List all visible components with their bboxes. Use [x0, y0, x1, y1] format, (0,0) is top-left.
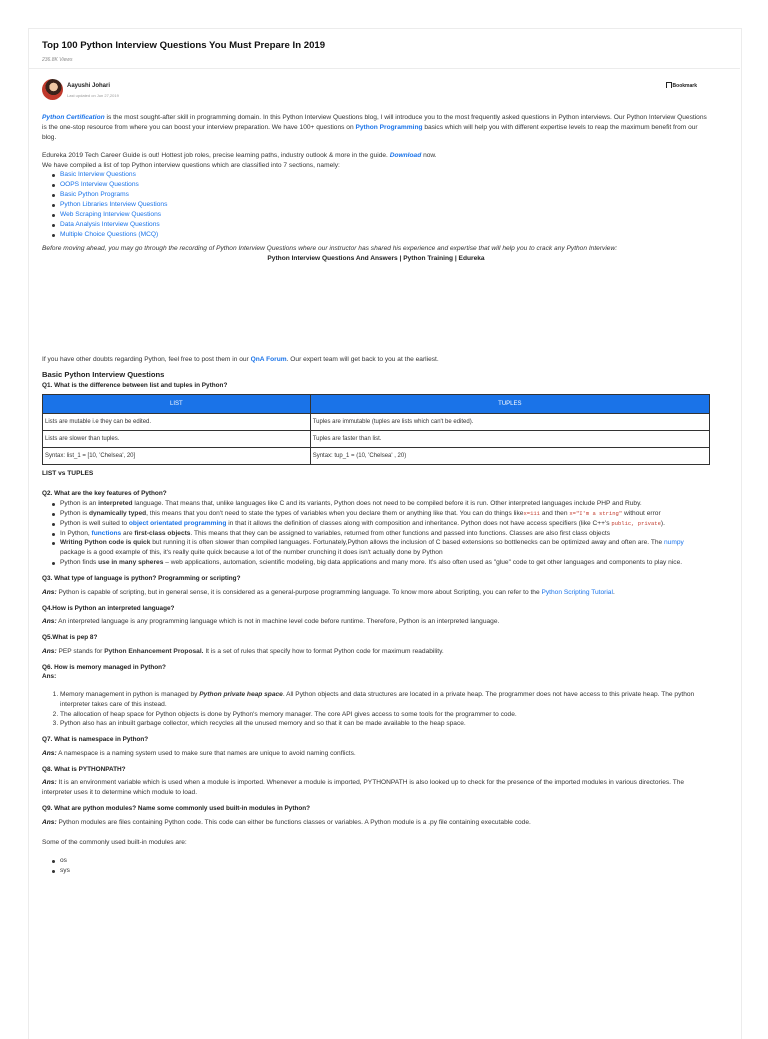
section-heading: Basic Python Interview Questions — [42, 370, 165, 380]
qna-paragraph — [42, 355, 710, 365]
last-updated: Last updated on Jun 27,2019 — [67, 93, 119, 98]
table-cell: Tuples are immutable (tuples are lists which can't be edited). — [310, 414, 709, 431]
question-1: Q1. What is the difference between list and tuples in Python? — [42, 381, 228, 389]
feature-item: In Python, functions are first-class objects. This means that they can be assigned to variables, returned from other functions and passed into functions. Classes are also first class objects — [52, 529, 710, 539]
answer-4: Ans: An interpreted language is any programming language which is not in machine level code before runtime. Therefore, Python is an interpreted language. — [42, 618, 500, 626]
feature-item: Python is dynamically typed, this means that you don't need to state the types of variables when you declare them or anything like that. You can do things likex=111 and then x="I'm a string" without error — [52, 509, 710, 519]
oop-link[interactable]: object orientated programming — [128, 519, 227, 527]
answer-5: Ans: PEP stands for Python Enhancement Proposal. It is a set of rules that specify how to format Python code for maximum readability. — [42, 647, 444, 655]
author-avatar[interactable] — [42, 79, 63, 100]
section-link[interactable] — [52, 200, 710, 210]
section-link[interactable] — [52, 180, 710, 190]
feature-item: Python is well suited to object orientated programming in that it allows the definition of classes along with composition and inheritance. Python does not have access specifiers (like C++'s public, private). — [52, 519, 710, 529]
author-name[interactable]: Aayushi Johari — [67, 83, 111, 89]
article-body — [42, 113, 710, 875]
features-list — [42, 499, 710, 568]
question-2: Q2. What are the key features of Python? — [42, 490, 167, 498]
memory-item: 2. The allocation of heap space for Python objects is done by Python's memory manager. The core API gives access to some tools for the programmer to code. — [60, 710, 710, 720]
table-cell: Tuples are faster than list. — [310, 431, 709, 448]
module-item: sys — [52, 866, 710, 876]
numpy-link[interactable]: numpy — [664, 539, 684, 547]
table-cell: Lists are slower than tuples. — [43, 431, 311, 448]
video-placeholder[interactable] — [42, 263, 710, 355]
section-link-text[interactable]: Multiple Choice Questions (MCQ) — [60, 230, 159, 238]
python-certification-link[interactable]: Python Certification — [42, 114, 105, 121]
memory-item: 1. Memory management in python is managed by Python private heap space. All Python objects and data structures are located in a private heap. The programmer does not have access to this private heap. The python interpreter takes care of this instead. — [60, 690, 710, 710]
view-count: 236.8K Views — [42, 57, 73, 63]
section-link-text[interactable]: OOPS Interview Questions — [60, 181, 139, 189]
section-link[interactable] — [52, 220, 710, 230]
answer-8: Ans: It is an environment variable which is used when a module is imported. Whenever a module is imported, PYTHONPATH is also looked up to check for the presence of the imported modules in various directories. The interpreter uses it to determine which module to load. — [42, 779, 685, 797]
answer-6-label: Ans: — [42, 673, 57, 681]
sections-list — [42, 170, 710, 239]
table-cell: Syntax: list_1 = [10, 'Chelsea', 20] — [43, 448, 311, 465]
section-link-text[interactable]: Python Libraries Interview Questions — [60, 201, 168, 209]
modules-list — [42, 856, 710, 876]
section-link[interactable] — [52, 170, 710, 180]
bookmark-icon — [666, 82, 672, 88]
intro-text-2: basics which will help you with different expertise levels to reap the maximum benefit from our blog. — [42, 123, 698, 141]
question-5: Q5.What is pep 8? — [42, 634, 98, 642]
question-3: Q3. What type of language is python? Programming or scripting? — [42, 575, 241, 583]
table-cell: Lists are mutable i.e they can be edited. — [43, 414, 311, 431]
career-guide-paragraph — [42, 151, 710, 161]
career-guide-text-end: now. — [421, 151, 437, 159]
sections-intro: We have compiled a list of top Python interview questions which are classified into 7 sections, namely: — [42, 161, 340, 169]
section-link-text[interactable]: Data Analysis Interview Questions — [60, 220, 160, 228]
question-9: Q9. What are python modules? Name some commonly used built-in modules in Python? — [42, 805, 311, 813]
module-item: os — [52, 856, 710, 866]
table-row — [43, 448, 710, 465]
section-link-text[interactable]: Web Scraping Interview Questions — [60, 211, 162, 219]
question-4: Q4.How is Python an interpreted language? — [42, 604, 175, 612]
table-cell: Syntax: tup_1 = (10, 'Chelsea' , 20) — [310, 448, 709, 465]
answer-7: Ans: A namespace is a naming system used to make sure that names are unique to avoid naming conflicts. — [42, 749, 356, 757]
intro-text: is the most sought-after skill in programming domain. In this Python Interview Questions blog, I will introduce you to the most frequently asked questions in Python interviews. Our Python Interview Questions is the one-stop resource from where you can boost your interview preparation. We have 100+ questions on — [42, 114, 707, 131]
feature-item: Python is an interpreted language. That means that, unlike languages like C and its variants, Python does not need to be compiled before it is run. Other interpreted languages include PHP and Ruby. — [52, 499, 710, 509]
career-guide-text: Edureka 2019 Tech Career Guide is out! Hottest job roles, precise learning paths, industry outlook & more in the guide. — [42, 151, 390, 159]
scripting-tutorial-link[interactable]: Python Scripting Tutorial — [541, 588, 613, 596]
table-caption: LIST vs TUPLES — [42, 470, 94, 478]
section-link-text[interactable]: Basic Python Programs — [60, 191, 129, 199]
answer-9: Ans: Python modules are files containing Python code. This code can either be functions classes or variables. A Python module is a .py file containing executable code. — [42, 818, 531, 826]
bookmark-label: Bookmark — [672, 83, 697, 89]
table-header: TUPLES — [310, 395, 709, 414]
table-header: LIST — [43, 395, 311, 414]
modules-intro: Some of the commonly used built-in modules are: — [42, 838, 187, 846]
answer-3: Ans: Python is capable of scripting, but in general sense, it is considered as a general-purpose programming language. To know more about Scripting, you can refer to the Python Scripting Tutorial. — [42, 588, 615, 596]
question-7: Q7. What is namespace in Python? — [42, 736, 149, 744]
video-title[interactable]: Python Interview Questions And Answers | Python Training | Edureka — [267, 254, 485, 262]
section-link-text[interactable]: Basic Interview Questions — [60, 171, 136, 179]
table-row — [43, 431, 710, 448]
table-header-row — [43, 395, 710, 414]
qna-text: If you have other doubts regarding Python, feel free to post them in our — [42, 356, 251, 364]
intro-paragraph — [42, 113, 710, 143]
functions-link[interactable]: functions — [91, 529, 122, 537]
python-programming-link[interactable]: Python Programming — [355, 123, 423, 131]
article-title: Top 100 Python Interview Questions You Must Prepare In 2019 — [42, 40, 326, 51]
section-link[interactable] — [52, 230, 710, 240]
question-6: Q6. How is memory managed in Python? — [42, 663, 166, 671]
video-intro: Before moving ahead, you may go through the recording of Python Interview Questions where our instructor has shared his experience and expertise that will help you to crack any Python Interview: — [42, 244, 618, 252]
download-link[interactable]: Download — [389, 151, 422, 159]
section-link[interactable] — [52, 190, 710, 200]
question-8: Q8. What is PYTHONPATH? — [42, 765, 126, 773]
feature-item: Python finds use in many spheres – web applications, automation, scientific modeling, big data applications and many more. It's also often used as "glue" code to get other languages and components to play nice. — [52, 558, 710, 568]
table-row — [43, 414, 710, 431]
list-vs-tuples-table — [42, 394, 710, 465]
memory-list — [42, 690, 710, 730]
qna-text-end: . Our expert team will get back to you at the earliest. — [286, 356, 439, 364]
memory-item: 3. Python also has an inbuilt garbage collector, which recycles all the unused memory and so that it can be made available to the heap space. — [60, 719, 710, 729]
section-link[interactable] — [52, 210, 710, 220]
bookmark-button[interactable] — [666, 82, 697, 91]
qna-forum-link[interactable]: QnA Forum — [250, 356, 287, 364]
divider — [28, 68, 740, 69]
feature-item: Writing Python code is quick but running it is often slower than compiled languages. Fortunately,Python allows the inclusion of C based extensions so bottlenecks can be optimized away and often are. The numpy package is a good example of this, it's really quite quick because a lot of the number crunching it does isn't actually done by Python — [52, 538, 710, 558]
